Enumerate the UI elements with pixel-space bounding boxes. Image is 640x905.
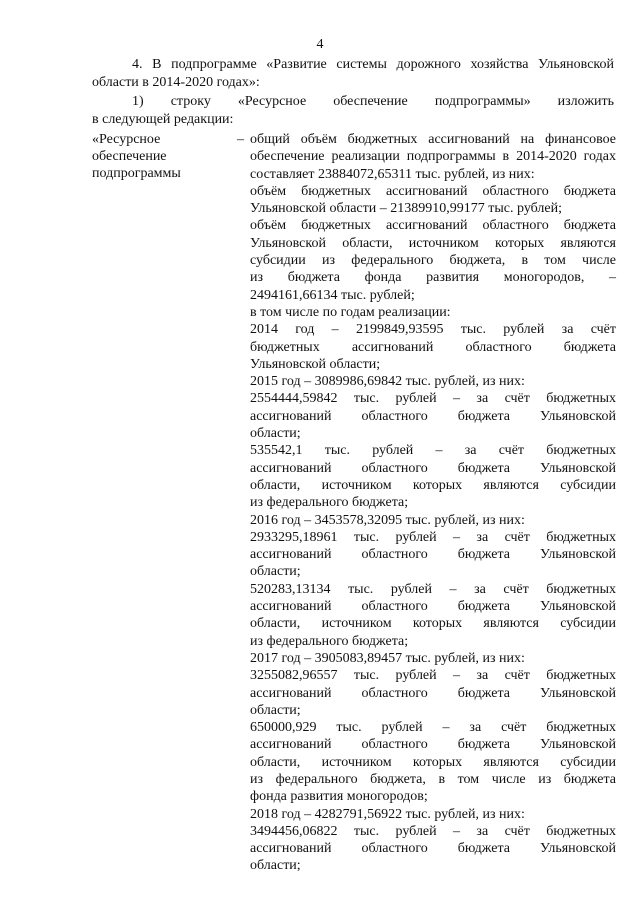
resource-value-line: Ульяновской области; [250,356,381,372]
resource-value-line: 520283,13134 тыс. рублей – за счёт бюджетных [250,581,616,597]
resource-value-line: ассигнований областного бюджета Ульяновской [250,737,616,753]
resource-value-line: области, источником которых являются субсидии [250,754,616,770]
resource-value-line: ассигнований областного бюджета Ульяновской [250,408,616,424]
resource-value-line: ассигнований областного бюджета Ульяновской [250,460,616,476]
page-number: 4 [316,37,324,52]
resource-value-line: области, источником которых являются субсидии [250,477,616,493]
resource-value-line: из федерального бюджета; [250,495,409,511]
resource-value-line: 650000,929 тыс. рублей – за счёт бюджетных [250,720,616,736]
resource-value-line: 535542,1 тыс. рублей – за счёт бюджетных [250,443,616,459]
resource-value-line: ассигнований областного бюджета Ульяновской [250,599,616,615]
resource-value-line: 2016 год – 3453578,32095 тыс. рублей, из них: [250,512,525,528]
resource-value-line: 3255082,96557 тыс. рублей – за счёт бюджетных [250,668,616,684]
resource-value-line: объём бюджетных ассигнований областного бюджета [250,183,616,199]
resource-value-line: области, источником которых являются субсидии [250,616,616,632]
resource-label-line: обеспечение [92,149,167,164]
resource-value-line: общий объём бюджетных ассигнований на финансовое [250,132,616,147]
resource-value-line: 2494161,66134 тыс. рублей; [250,287,415,303]
resource-value-line: обеспечение реализации подпрограммы в 2014-2020 годах [250,149,616,165]
resource-value-line: из федерального бюджета; [250,633,409,649]
resource-value-line: фонда развития моногородов; [250,789,428,805]
resource-value-line: 2554444,59842 тыс. рублей – за счёт бюджетных [250,391,616,407]
resource-label-cell [92,131,242,182]
intro-line-2: области в 2014-2020 годах»: [92,75,260,90]
resource-value-line: 2933295,18961 тыс. рублей – за счёт бюджетных [250,529,616,545]
resource-value-line: из федерального бюджета, в том числе из бюджета [250,771,616,787]
resource-value-line: объём бюджетных ассигнований областного бюджета [250,218,616,234]
resource-value-line: области; [250,858,301,874]
item-line-1: 1) строку «Ресурсное обеспечение подпрограммы» изложить [132,94,614,109]
resource-value-line: ассигнований областного бюджета Ульяновской [250,685,616,701]
resource-value-line: ассигнований областного бюджета Ульяновской [250,547,616,563]
cell-dash: – [237,132,244,147]
resource-value-line: 3494456,06822 тыс. рублей – за счёт бюджетных [250,823,616,839]
resource-value-line: области; [250,426,301,442]
resource-value-line: Ульяновской области, источником которых являются [250,235,616,251]
intro-line-1: 4. В подпрограмме «Развитие системы дорожного хозяйства Ульяновской [132,57,614,72]
resource-value-line: области; [250,564,301,580]
resource-value-line: 2018 год – 4282791,56922 тыс. рублей, из них: [250,806,525,822]
resource-value-line: 2014 год – 2199849,93595 тыс. рублей за счёт [250,322,616,338]
resource-value-line: 2017 год – 3905083,89457 тыс. рублей, из них: [250,650,525,666]
resource-label-line: «Ресурсное [92,132,161,147]
resource-value-cell [250,131,616,875]
resource-value-line: субсидии из федерального бюджета, в том числе [250,253,616,269]
resource-value-line: Ульяновской области – 21389910,99177 тыс. рублей; [250,201,562,217]
resource-value-line: бюджетных ассигнований областного бюджета [250,339,616,355]
resource-value-line: 2015 год – 3089986,69842 тыс. рублей, из них: [250,374,525,390]
resource-label-line: подпрограммы [92,166,181,181]
resource-value-line: составляет 23884072,65311 тыс. рублей, из них: [250,166,535,182]
resource-value-line: ассигнований областного бюджета Ульяновской [250,841,616,857]
resource-value-line: из бюджета фонда развития моногородов, – [250,270,616,286]
resource-value-line: области; [250,702,301,718]
resource-value-line: в том числе по годам реализации: [250,304,451,320]
item-line-2: в следующей редакции: [92,112,234,127]
